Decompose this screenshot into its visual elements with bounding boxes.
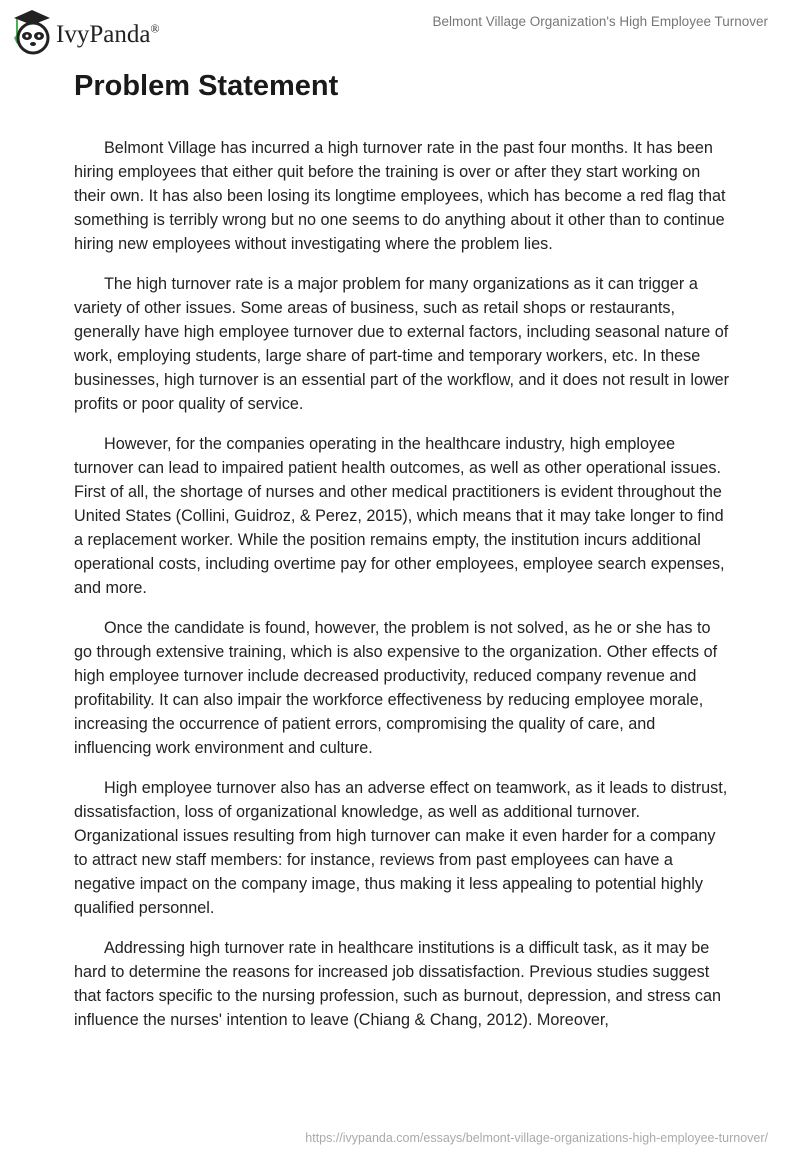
ivypanda-logo[interactable]: [12, 8, 160, 56]
panda-graduate-icon: [12, 8, 52, 56]
paragraph: Addressing high turnover rate in healthcare institutions is a difficult task, as it may be hard to determine the reasons for increased job dissatisfaction. Previous studies suggest that factors specific to the nursing profession, such as burnout, depression, and stress can influence the nurses' intention to leave (Chiang & Chang, 2012). Moreover,: [74, 939, 721, 1029]
paragraph: Once the candidate is found, however, the problem is not solved, as he or she has to go through extensive training, which is also expensive to the organization. Other effects of high employee turnover include decreased productivity, reduced company revenue and profitability. It can also impair the workforce effectiveness by reducing employee morale, increasing the occurrence of patient errors, compromising the quality of care, and influencing work environment and culture.: [74, 619, 718, 757]
paragraph: High employee turnover also has an adverse effect on teamwork, as it leads to distrust, dissatisfaction, loss of organizational knowledge, as well as additional turnover. Organizational issues resulting from high turnover can make it even harder for a company to attract new staff members: for instance, reviews from past employees can have a negative impact on the company image, thus making it less appealing to potential highly qualified personnel.: [74, 779, 728, 917]
paragraph: The high turnover rate is a major problem for many organizations as it can trigger a variety of other issues. Some areas of business, such as retail shops or restaurants, generally have high employee turnover due to external factors, including seasonal nature of work, employing students, large share of part-time and temporary workers, etc. In these businesses, high turnover is an essential part of the workflow, and it does not result in lower profits or poor quality of service.: [74, 275, 730, 413]
essay-body: [74, 136, 732, 1048]
source-url[interactable]: https://ivypanda.com/essays/belmont-village-organizations-high-employee-turnover/: [305, 1131, 768, 1145]
paragraph: Belmont Village has incurred a high turnover rate in the past four months. It has been hiring employees that either quit before the training is over or after they start working on their own. It has also been losing its longtime employees, which has become a red flag that something is terribly wrong but no one seems to do anything about it other than to continue hiring new employees without investigating where the problem lies.: [74, 139, 726, 253]
page-title: Problem Statement: [74, 70, 339, 102]
paragraph: However, for the companies operating in the healthcare industry, high employee turnover can lead to impaired patient health outcomes, as well as other operational issues. First of all, the shortage of nurses and other medical practitioners is evident throughout the United States (Collini, Guidroz, & Perez, 2015), which means that it may take longer to find a replacement worker. While the position remains empty, the institution incurs additional operational costs, including overtime pay for other employees, employee search expenses, and more.: [74, 435, 725, 597]
document-title: Belmont Village Organization's High Employee Turnover: [432, 14, 768, 29]
logo-text: IvyPanda®: [56, 21, 160, 48]
